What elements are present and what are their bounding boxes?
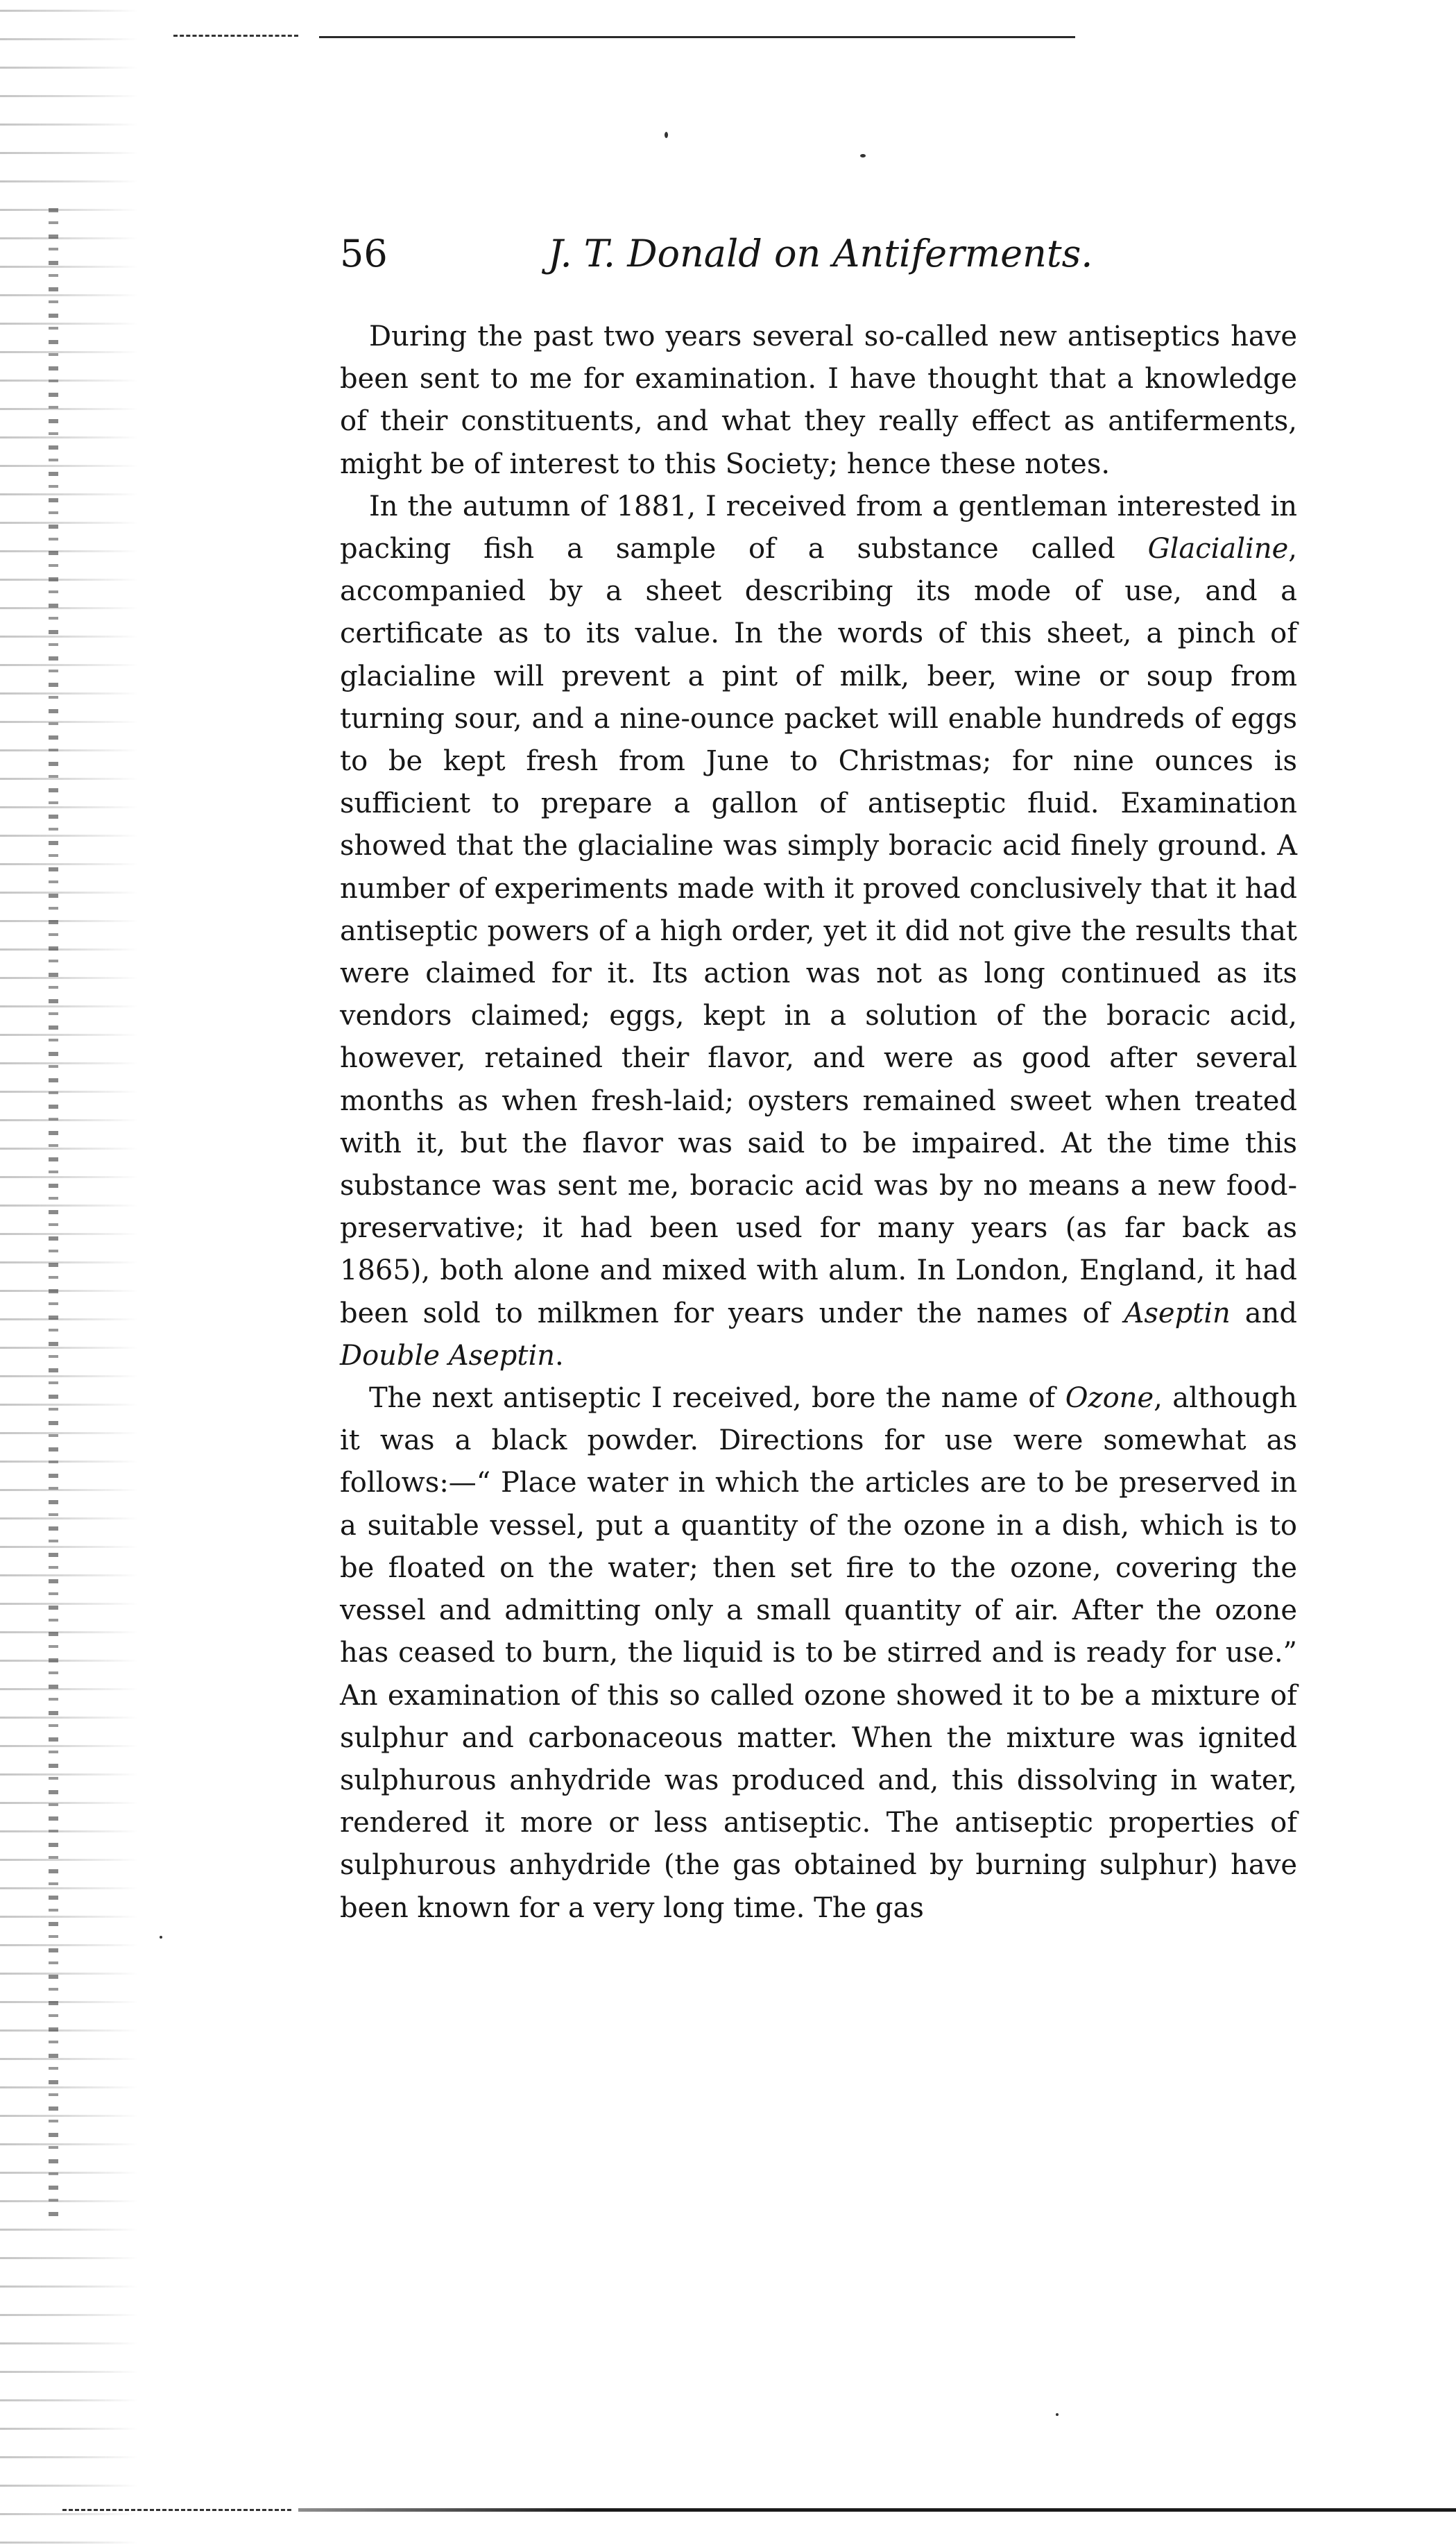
- scan-speck: [665, 132, 668, 138]
- paragraph-2: In the autumn of 1881, I received from a gentleman interested in packing fish a sample of a substance called Glacialine, accompanied by a sheet describing its mode of use, and a certificate as to its value. In the words of this sheet, a pinch of glacialine will prevent a pint of milk, beer, wine or soup from turning sour, and a nine-ounce packet will enable hundreds of eggs to be kept fresh from June to Christmas; for nine ounces is sufficient to prepare a gallon of antiseptic fluid. Examination showed that the glacialine was simply boracic acid finely ground. A number of experiments made with it proved conclusively that it had antiseptic powers of a high order, yet it did not give the results that were claimed for it. Its action was not as long continued as its vendors claimed; eggs, kept in a solution of the boracic acid, however, retained their flavor, and were as good after several months as when fresh-laid; oysters remained sweet when treated with it, but the flavor was said to be impaired. At the time this substance was sent me, boracic acid was by no means a new food-preservative; it had been used for many years (as far back as 1865), both alone and mixed with alum. In London, England, it had been sold to milkmen for years under the names of Aseptin and Double Aseptin.: [340, 490, 1297, 1372]
- top-rule: [319, 36, 1075, 38]
- page-number: 56: [340, 232, 388, 275]
- article-body: [340, 316, 1297, 1930]
- binding-edge-artifact: [0, 0, 139, 2545]
- bottom-rule: [298, 2508, 1456, 2512]
- paragraph-3: The next antiseptic I received, bore the name of Ozone, although it was a black powder. Directions for use were somewhat as follows:—“ Place water in which the articles are to be preserved in a suitable vessel, put a quantity of the ozone in a dish, which is to be floated on the water; then set fire to the ozone, covering the vessel and admitting only a small quantity of air. After the ozone has ceased to burn, the liquid is to be stirred and is ready for use.” An examination of this so called ozone showed it to be a mixture of sulphur and carbonaceous matter. When the mixture was ignited sulphurous anhydride was produced and, this dissolving in water, rendered it more or less antiseptic. The antiseptic properties of sulphurous anhydride (the gas obtained by burning sulphur) have been known for a very long time. The gas: [340, 1382, 1297, 1924]
- paragraph-1: During the past two years several so-called new antiseptics have been sent to me for examination. I have thought that a knowledge of their constituents, and what they really effect as antiferments, might be of interest to this Society; hence these notes.: [340, 321, 1297, 480]
- bottom-dashed-rule: [62, 2509, 291, 2511]
- scan-speck: [860, 154, 866, 158]
- scan-speck: [160, 1936, 162, 1939]
- running-head: J. T. Donald on Antiferments.: [548, 232, 1093, 275]
- top-dashed-rule: [173, 35, 298, 37]
- scan-speck: [1056, 2413, 1059, 2416]
- binding-spine-artifact: [49, 208, 58, 2220]
- page-header: [340, 229, 1297, 284]
